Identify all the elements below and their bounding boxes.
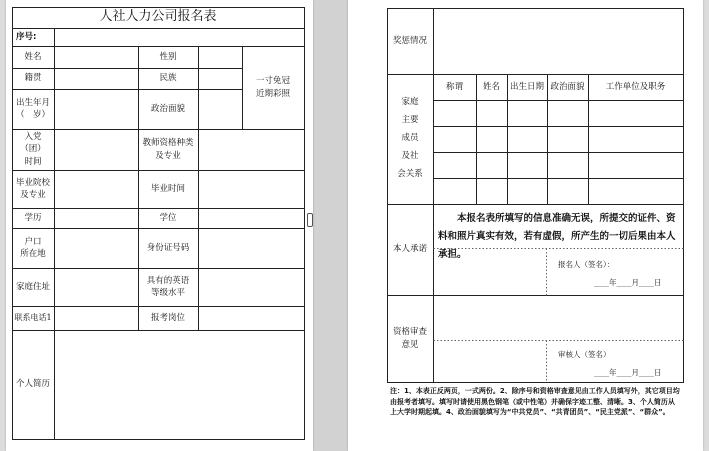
hukou-label: 户口 所在地	[20, 236, 46, 259]
family-row[interactable]	[435, 128, 681, 150]
serial-label: 序号:	[16, 31, 37, 42]
hukou-field[interactable]	[56, 230, 136, 266]
address-label: 家庭住址	[15, 281, 50, 292]
form-page-front	[6, 0, 313, 451]
ethnicity-label: 民族	[159, 73, 177, 84]
degree-field[interactable]	[200, 210, 302, 226]
education-field[interactable]	[56, 210, 136, 226]
position-field[interactable]	[200, 308, 302, 328]
family-row[interactable]	[435, 102, 681, 124]
review-date-line: ____年____月____日	[594, 367, 662, 377]
form-title: 人社人力公司报名表	[99, 9, 217, 25]
family-header-political: 政治面貌	[550, 81, 585, 92]
id-label: 身份证号码	[146, 242, 190, 253]
form-page-back	[348, 0, 703, 451]
awards-field[interactable]	[435, 10, 681, 72]
position-label: 报考岗位	[150, 312, 185, 323]
serial-field[interactable]	[66, 30, 302, 44]
family-header-employer: 工作单位及职务	[605, 81, 666, 92]
applicant-signature-label: 报名人（签名）：	[558, 259, 615, 269]
awards-label: 奖惩情况	[392, 35, 427, 46]
family-header-title: 称谓	[445, 81, 463, 92]
applicant-signature-field[interactable]	[548, 250, 681, 293]
photo-placeholder[interactable]: 一寸免冠 近期彩照	[255, 76, 290, 99]
phone-label: 联系电话1	[14, 313, 52, 323]
address-field[interactable]	[56, 270, 136, 304]
birth-label: 出生年月 （ 岁）	[15, 97, 50, 120]
english-field[interactable]	[200, 270, 302, 304]
political-label: 政治面貌	[150, 103, 185, 114]
id-field[interactable]	[200, 230, 302, 266]
party-join-field[interactable]	[56, 131, 136, 168]
family-row[interactable]	[435, 180, 681, 202]
political-field[interactable]	[200, 91, 240, 127]
review-label: 资格审查 意见	[392, 327, 427, 350]
school-label: 毕业院校 及专业	[15, 177, 50, 200]
resume-label: 个人简历	[15, 379, 50, 390]
name-field[interactable]	[56, 48, 136, 66]
gender-label: 性别	[159, 51, 177, 62]
family-header-birth: 出生日期	[509, 81, 544, 92]
ethnicity-field[interactable]	[200, 70, 240, 87]
english-label: 具有的英语 等级水平	[146, 275, 190, 298]
teacher-cert-label: 教师资格种类 及专业	[142, 138, 194, 161]
education-label: 学历	[24, 212, 42, 223]
grad-time-field[interactable]	[200, 172, 302, 206]
party-join-label: 入党（团） 时间	[20, 132, 46, 167]
degree-label: 学位	[159, 212, 177, 223]
phone-field[interactable]	[56, 308, 136, 328]
grad-time-label: 毕业时间	[150, 183, 185, 194]
family-row[interactable]	[435, 154, 681, 176]
reviewer-signature-label: 审核人（签名）	[558, 349, 611, 359]
name-label: 姓名	[24, 51, 42, 62]
family-label: 家庭 主要 成员 及社 会关系	[397, 97, 423, 179]
native-place-label: 籍贯	[24, 73, 42, 84]
footnote: 注：1、本表正反两页，一式两份。2、除序号和资格审查意见由工作人员填写外，其它项目均由报考者填写。填写时请使用黑色钢笔（或中性笔）并确保字迹工整、清晰。3、个人简历从上大学时期起填。4、政治面貌填写为“中共党员”、“共青团员”、“民主党派”、“群众”。	[390, 387, 680, 416]
resume-field[interactable]	[56, 332, 302, 437]
school-field[interactable]	[56, 172, 136, 206]
birth-field[interactable]	[56, 91, 136, 127]
gender-field[interactable]	[200, 48, 240, 66]
pledge-label: 本人承诺	[392, 244, 427, 255]
pledge-text: 本报名表所填写的信息准确无误，所提交的证件、资料和照片真实有效，若有虚假，所产生的一切后果由本人承担。	[438, 213, 676, 261]
teacher-cert-field[interactable]	[200, 131, 302, 168]
native-place-field[interactable]	[56, 70, 136, 87]
page-gap	[313, 0, 348, 451]
review-opinion-field[interactable]	[435, 297, 681, 338]
family-header-name: 姓名	[482, 81, 500, 92]
applicant-date-line: ____年____月____日	[594, 277, 662, 287]
page-break-marker	[307, 213, 313, 227]
